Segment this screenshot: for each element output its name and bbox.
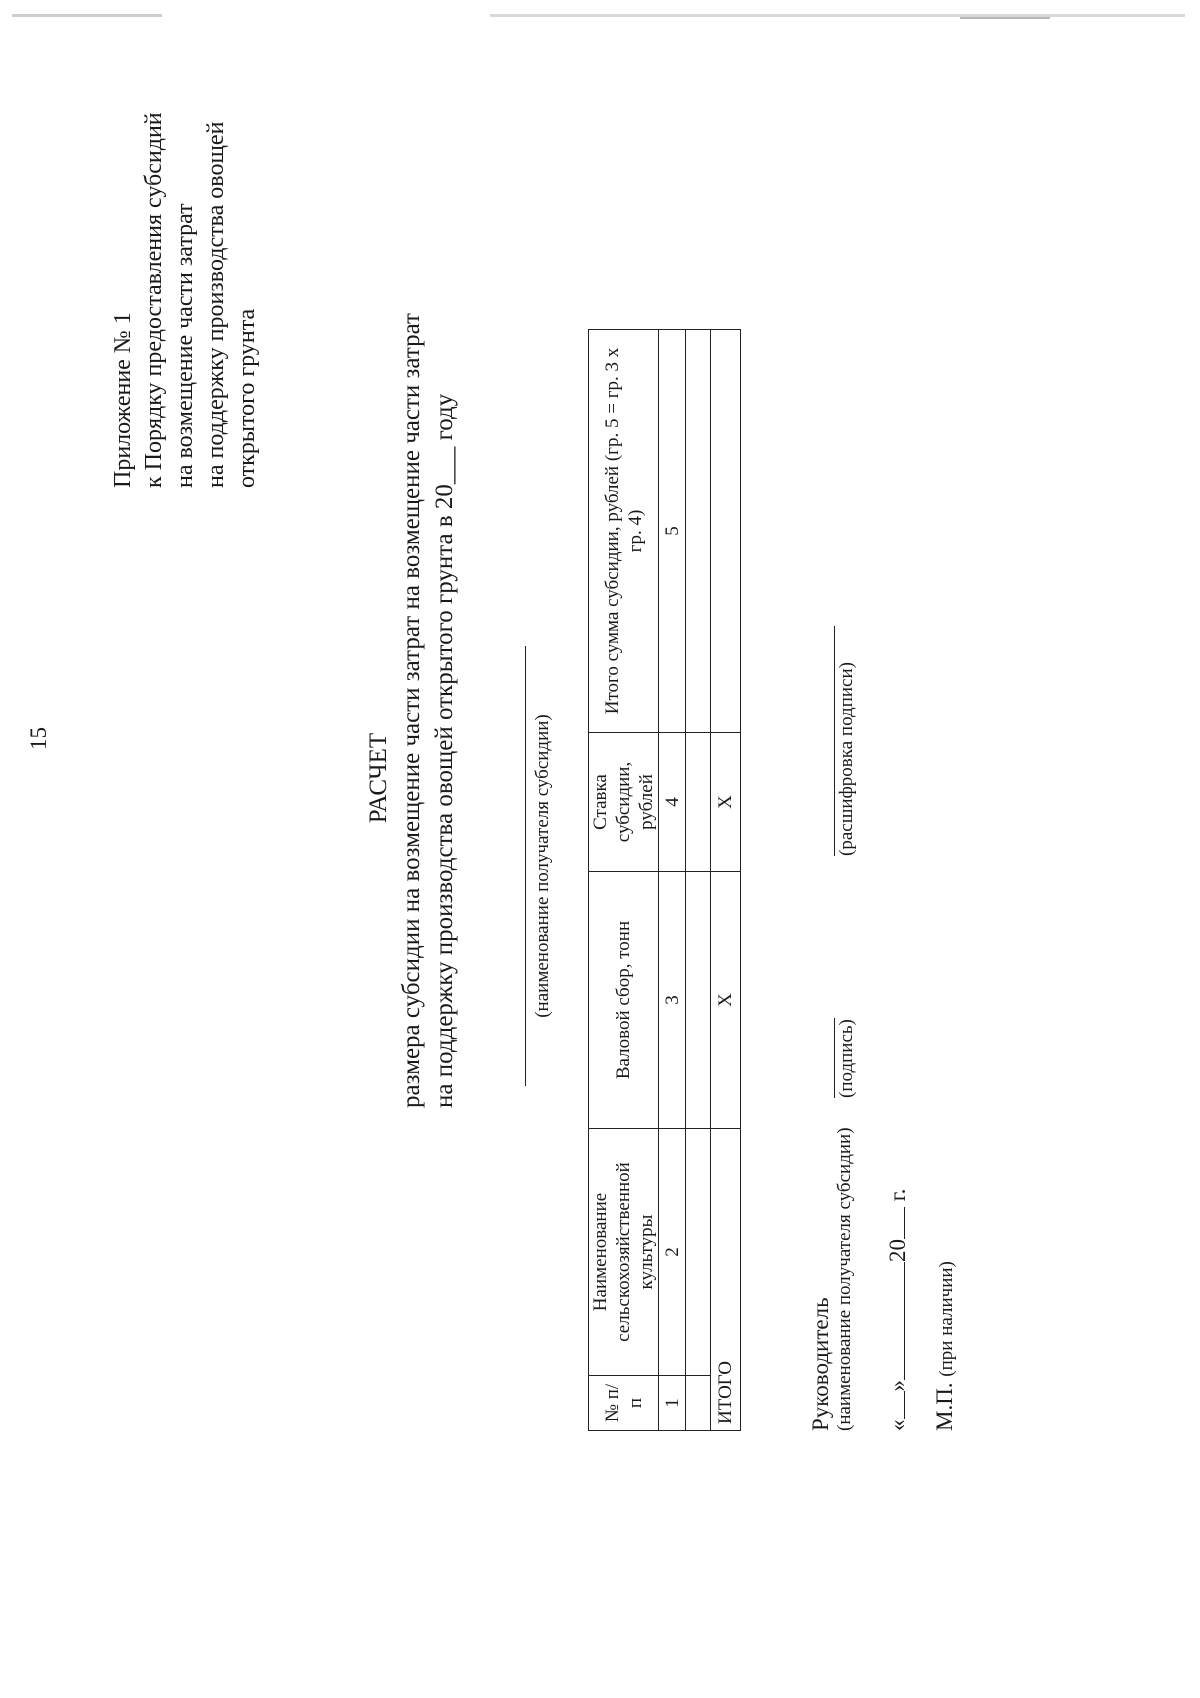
table-row [686, 330, 711, 1431]
title-line-2: на поддержку производства овощей открытого грунта в 20___ году [431, 393, 458, 1108]
header-cell-crop: Наименование сельскохозяйственной культуры [589, 1129, 659, 1376]
title-line-1: размера субсидии на возмещение части затрат на возмещение части затрат [398, 313, 425, 1108]
table-row [659, 330, 686, 1431]
title-heading: РАСЧЕТ [365, 732, 392, 824]
page-number: 15 [26, 727, 51, 750]
table-cell: 5 [659, 330, 686, 733]
signature-head: Руководитель [808, 1297, 833, 1431]
stamp-note: (при наличии) [936, 1261, 957, 1377]
signature-caption: (подпись) [836, 1019, 857, 1098]
table-cell [686, 1376, 711, 1431]
table-cell: 4 [659, 733, 686, 872]
table-cell [711, 330, 741, 733]
appendix-line: к Порядку предоставления субсидий [141, 112, 167, 488]
day-blank [884, 1392, 905, 1420]
appendix-line: Приложение № 1 [110, 312, 136, 488]
appendix-line: на возмещение части затрат [172, 203, 198, 488]
date-open-quote: « [885, 1419, 910, 1431]
decoding-caption: (расшифровка подписи) [836, 662, 857, 856]
header-cell-number: № п/п [589, 1376, 659, 1431]
table-cell [686, 733, 711, 872]
year-blank [884, 1207, 905, 1239]
month-blank [884, 1262, 905, 1380]
signature-head-caption: (наименование получателя субсидии) [834, 1127, 855, 1431]
table-header-row [589, 330, 659, 1431]
table-cell: 2 [659, 1129, 686, 1376]
header-cell-rate: Ставка субсидии, рублей [589, 733, 659, 872]
total-label-text: ИТОГО [715, 1360, 736, 1424]
recipient-name-line [525, 646, 526, 1086]
decoding-line [834, 626, 835, 856]
date-row [884, 1189, 911, 1431]
table-cell [686, 330, 711, 733]
header-cell-total: Итого сумма субсидии, рублей (гр. 5 = гр. 3 х гр. 4) [589, 330, 659, 733]
table-cell: Х [711, 872, 741, 1129]
date-close-quote: » [885, 1380, 910, 1392]
table-cell: Х [711, 733, 741, 872]
date-century: 20 [885, 1239, 910, 1262]
recipient-caption: (наименование получателя субсидии) [532, 714, 553, 1018]
table-cell: 1 [659, 1376, 686, 1431]
appendix-line: на поддержку производства овощей [203, 121, 229, 488]
table-cell [686, 1129, 711, 1376]
date-suffix: г. [885, 1188, 910, 1202]
table-cell [686, 872, 711, 1129]
stamp-label: М.П. [932, 1382, 957, 1431]
table-cell: 3 [659, 872, 686, 1129]
header-cell-harvest: Валовой сбор, тонн [589, 872, 659, 1129]
table-total-row [711, 330, 741, 1431]
signature-line [834, 1018, 835, 1098]
calculation-table [588, 329, 741, 1431]
total-label [711, 1129, 741, 1431]
appendix-block [108, 112, 263, 488]
document-title [362, 313, 461, 1108]
stamp-place [932, 1261, 958, 1431]
appendix-line: открытого грунта [234, 308, 260, 488]
